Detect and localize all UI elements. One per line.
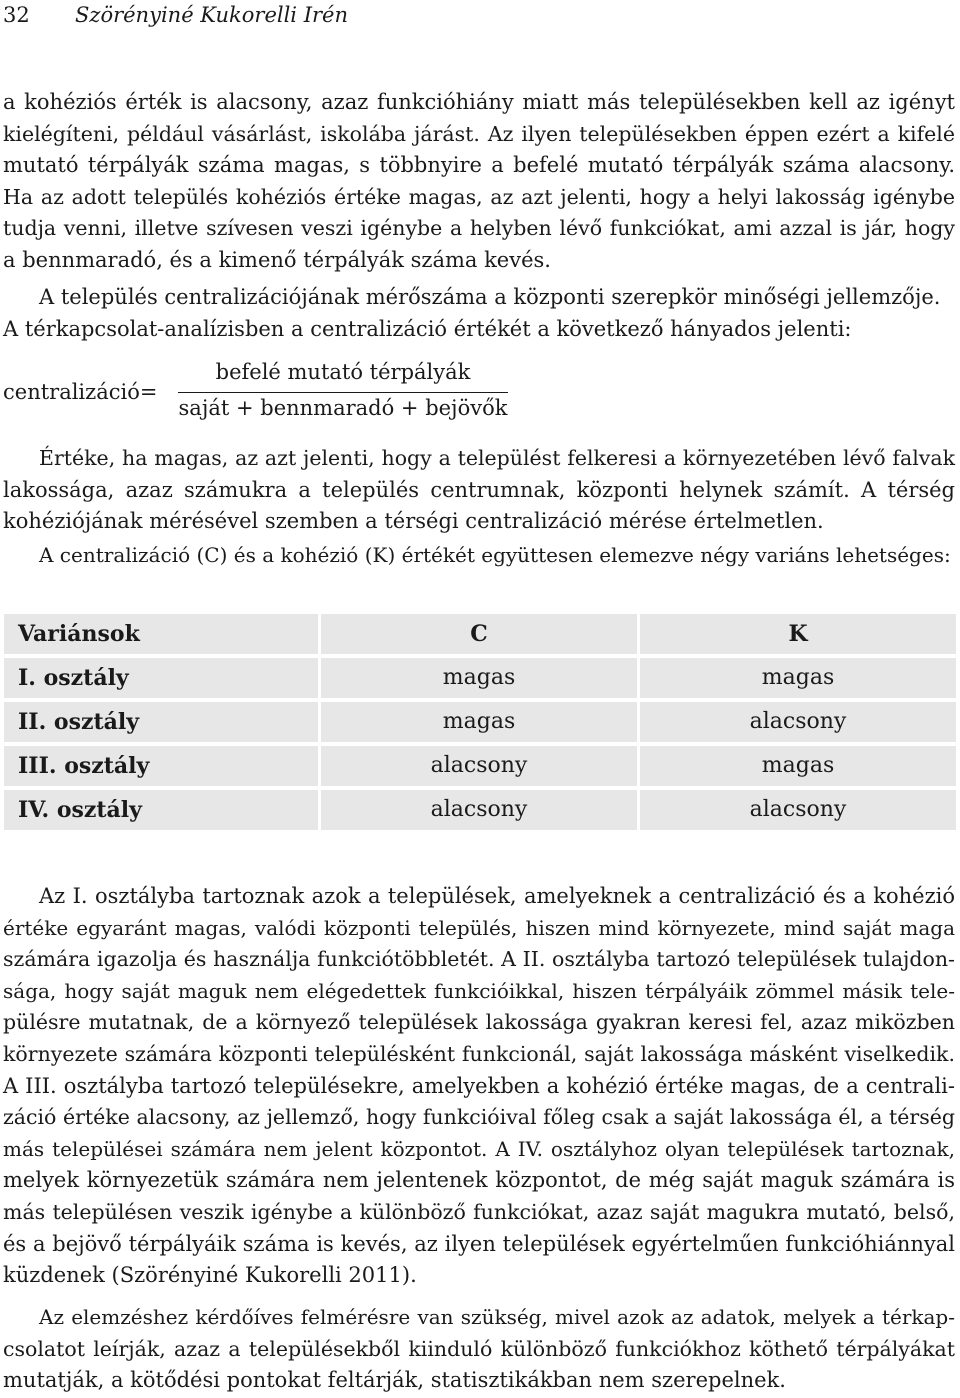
text-line: mutató térpályák száma magas, s többnyire a befelé mutató térpályák száma alacsony. <box>3 153 955 178</box>
text-line: más települései számára nem jelent központot. A IV. osztályhoz olyan települések tartoznak, <box>3 1136 955 1161</box>
variants-table <box>4 614 956 834</box>
fraction-bar <box>178 392 508 393</box>
table-cell: magas <box>640 658 956 698</box>
text-line: mutatják, a kötődési pontokat feltárják, statisztikákban nem szerepelnek. <box>3 1368 786 1393</box>
table-cell: alacsony <box>640 702 956 742</box>
table-cell: IV. osztály <box>4 790 318 830</box>
text-line: A térkapcsolat-analízisben a centralizáció értékét a következő hányados jelenti: <box>3 316 852 341</box>
text-line: A centralizáció (C) és a kohézió (K) értékét együttesen elemezve négy variáns lehetséges: <box>39 543 951 567</box>
text-line: tudja venni, illetve szívesen veszi igénybe a helyben lévő funkciókat, ami azzal is jár, hogy <box>3 216 955 241</box>
table-cell: I. osztály <box>4 658 318 698</box>
text-line: a kohéziós érték is alacsony, azaz funkcióhiány miatt más településekben kell az igényt <box>3 90 955 114</box>
table-row <box>4 746 956 786</box>
table-cell: II. osztály <box>4 702 318 742</box>
text-line: lakossága, azaz számukra a település centrumnak, központi helynek számít. A térség <box>3 477 955 502</box>
paragraph-classes-description <box>3 881 955 1292</box>
paragraph-cohesion <box>3 87 955 277</box>
text-line: melyek környezetük számára nem jelentenek központot, de még saját maguk számára is <box>3 1168 955 1193</box>
text-line: pülésre mutatnak, de a környező települések lakossága gyakran keresi fel, azaz miközben <box>3 1010 955 1035</box>
table-cell: alacsony <box>321 746 637 786</box>
text-line: számára igazolja és használja funkciótöbbletét. A II. osztályba tartozó települések tulajdon- <box>3 947 955 972</box>
paragraph-survey <box>3 1302 955 1397</box>
running-header <box>3 3 348 31</box>
text-line: csolatot leírják, azaz a településekből kiinduló különböző funkciókhoz köthető térpályákat <box>3 1336 955 1361</box>
formula-fraction <box>178 360 508 420</box>
text-line: A III. osztályba tartozó településekre, amelyekben a kohézió értéke magas, de a centrali- <box>3 1073 955 1098</box>
text-line: Az I. osztályba tartoznak azok a települések, amelyeknek a centralizáció és a kohézió <box>39 884 955 908</box>
formula-denominator: saját + bennmaradó + bejövők <box>178 396 508 420</box>
table-cell: alacsony <box>640 790 956 830</box>
text-line: záció értéke alacsony, az jellemző, hogy funkcióival főleg csak a saját lakossága él, a térség <box>3 1105 955 1130</box>
text-line: és a bejövő térpályáik száma is kevés, az ilyen települések egyértelműen funkcióhiánnyal <box>3 1231 955 1256</box>
text-line: más településen veszik igénybe a különböző funkciókat, azaz saját magukra mutató, belső, <box>3 1199 955 1224</box>
formula-lhs: centralizáció= <box>3 380 158 404</box>
table-header-cell: K <box>640 614 956 654</box>
table-cell: magas <box>321 658 637 698</box>
table-header-cell: Variánsok <box>4 614 318 654</box>
text-line: értéke egyaránt magas, valódi központi település, hiszen mind környezete, mind saját maga <box>3 915 955 940</box>
table-row <box>4 790 956 830</box>
paragraph-value-meaning <box>3 443 955 538</box>
text-line: a bennmaradó, és a kimenő térpályák száma kevés. <box>3 247 551 272</box>
centralization-formula <box>3 360 523 430</box>
table-row <box>4 658 956 698</box>
paragraph-variants-intro <box>3 540 955 572</box>
formula-numerator: befelé mutató térpályák <box>215 360 471 384</box>
text-line: kohéziójának mérésével szemben a térségi centralizáció mérése értelmetlen. <box>3 509 824 534</box>
text-line: Az elemzéshez kérdőíves felmérésre van szükség, mivel azok az adatok, melyek a térkap- <box>39 1305 955 1329</box>
text-line: sága, hogy saját maguk nem elégedettek funkcióikkal, hiszen térpályáik zömmel másik tele- <box>3 978 955 1003</box>
text-line: Értéke, ha magas, az azt jelenti, hogy a települést felkeresi a környezetében lévő falvak <box>39 446 955 470</box>
table-header-cell: C <box>321 614 637 654</box>
table-cell: III. osztály <box>4 746 318 786</box>
table-cell: magas <box>640 746 956 786</box>
text-line: kielégíteni, például vásárlást, iskolába járást. Az ilyen településekben éppen ezért a kifelé <box>3 121 955 146</box>
running-header-author: Szörényiné Kukorelli Irén <box>75 3 348 27</box>
table-header-row <box>4 614 956 654</box>
text-line: Ha az adott település kohéziós értéke magas, az azt jelenti, hogy a helyi lakosság igénybe <box>3 184 955 209</box>
text-line: környezete számára központi településként funkcionál, saját lakossága másként viselkedik. <box>3 1041 955 1066</box>
text-line: A település centralizációjának mérőszáma a központi szerepkör minőségi jellemzője. <box>39 285 941 309</box>
table-row <box>4 702 956 742</box>
text-line: küzdenek (Szörényiné Kukorelli 2011). <box>3 1263 417 1288</box>
table-cell: magas <box>321 702 637 742</box>
table-cell: alacsony <box>321 790 637 830</box>
paragraph-centralization-intro <box>3 282 955 345</box>
page-number: 32 <box>3 3 30 27</box>
